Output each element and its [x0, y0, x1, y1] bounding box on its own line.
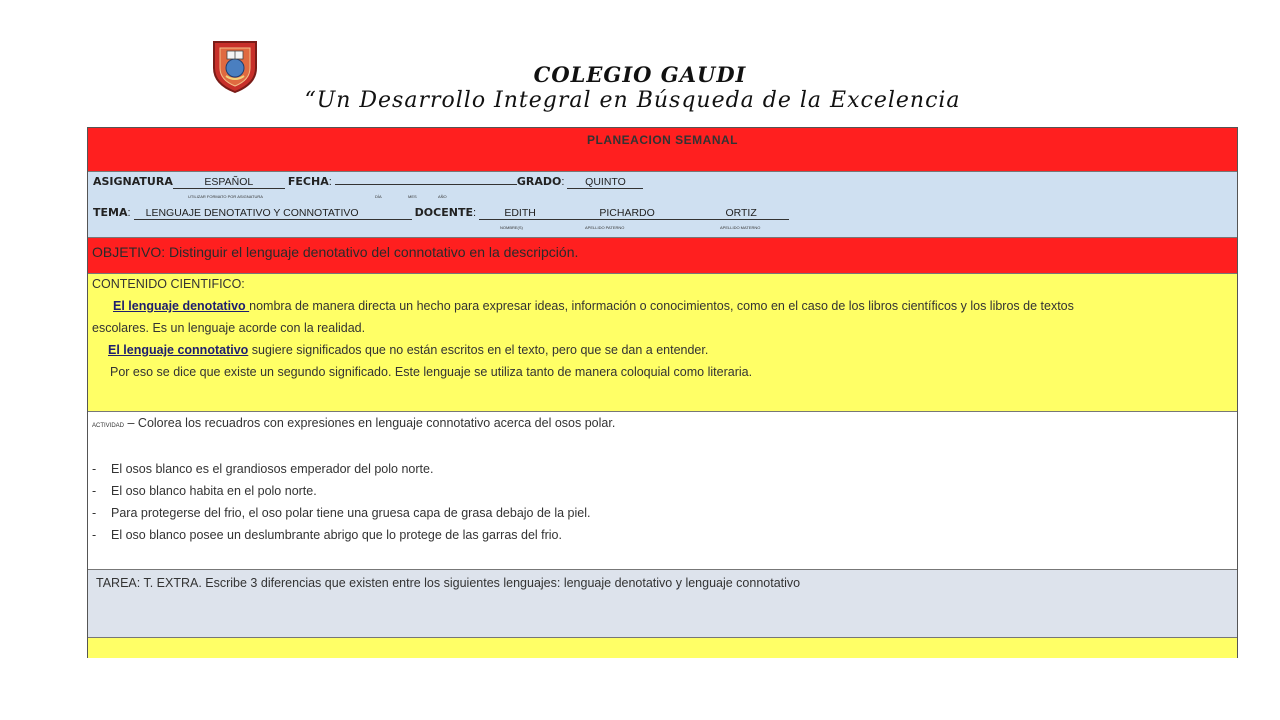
- tema-label: TEMA: [93, 206, 128, 219]
- hint-paterno: APELLIDO PATERNO: [585, 225, 625, 230]
- plan-title: PLANEACION SEMANAL: [586, 133, 738, 147]
- footer-row: [88, 638, 1237, 658]
- docente-paterno-field: PICHARDO: [561, 207, 693, 220]
- asignatura-field: ESPAÑOL: [173, 176, 285, 189]
- fecha-label: FECHA: [287, 175, 329, 188]
- list-item: - El oso blanco posee un deslumbrante abrigo que lo protege de las garras del frio.: [92, 528, 562, 542]
- activity-label: ACTIVIDAD: [92, 423, 125, 429]
- objective-row: [88, 238, 1237, 274]
- connotativo-paragraph: [108, 343, 708, 357]
- task-row: [88, 570, 1237, 638]
- denotativo-paragraph: [113, 299, 1074, 313]
- content-closing: Por eso se dice que existe un segundo significado. Este lenguaje se utiliza tanto de manera coloquial como literaria.: [110, 365, 753, 379]
- tema-line: TEMA: LENGUAJE DENOTATIVO Y CONNOTATIVO DOCENTE: EDITH PICHARDO ORTIZ: [93, 206, 789, 220]
- hint-mes: MES: [408, 194, 417, 199]
- asignatura-line: ASIGNATURA ESPAÑOL FECHA: GRADO: QUINTO: [93, 175, 643, 189]
- objective-text: OBJETIVO: Distinguir el lenguaje denotativo del connotativo en la descripción.: [92, 244, 579, 260]
- docente-label: DOCENTE: [414, 206, 473, 219]
- connotativo-text: sugiere significados que no están escritos en el texto, pero que se dan a entender.: [248, 343, 709, 357]
- plan-title-row: [88, 128, 1237, 172]
- school-motto: “Un Desarrollo Integral en Búsqueda de la Excelencia: [304, 88, 961, 113]
- content-heading: CONTENIDO CIENTIFICO:: [92, 277, 245, 291]
- grado-label: GRADO: [516, 175, 562, 188]
- hint-dia: DÍA: [375, 194, 382, 199]
- denotativo-text: nombra de manera directa un hecho para expresar ideas, información o conocimientos, como en el caso de los libros científicos y los libros de textos: [249, 299, 1074, 313]
- list-item: - El osos blanco es el grandiosos emperador del polo norte.: [92, 462, 434, 476]
- denotativo-text-continued: escolares. Es un lenguaje acorde con la realidad.: [92, 321, 366, 335]
- content-row: [88, 274, 1237, 412]
- asignatura-label: ASIGNATURA: [93, 175, 173, 188]
- task-text: TAREA: T. EXTRA. Escribe 3 diferencias que existen entre los siguientes lenguajes: lenguaje denotativo y lenguaje connotativo: [96, 576, 801, 590]
- tema-field: LENGUAJE DENOTATIVO Y CONNOTATIVO: [134, 207, 412, 220]
- docente-nombre-field: EDITH: [479, 207, 561, 220]
- fecha-field: [335, 184, 517, 185]
- plan-info-row: [88, 172, 1237, 238]
- activity-instruction-text: – Colorea los recuadros con expresiones en lenguaje connotativo acerca del osos polar.: [124, 416, 616, 430]
- hint-ano: AÑO: [438, 194, 447, 199]
- weekly-plan-sheet: [87, 127, 1238, 658]
- connotativo-term: El lenguaje connotativo: [108, 343, 249, 357]
- denotativo-term: El lenguaje denotativo: [113, 299, 250, 313]
- school-name: COLEGIO GAUDI: [533, 62, 747, 87]
- list-item: - Para protegerse del frio, el oso polar tiene una gruesa capa de grasa debajo de la piel.: [92, 506, 591, 520]
- hint-asignatura: UTILIZAR FORMATO POR ASIGNATURA: [188, 194, 263, 199]
- list-item: - El oso blanco habita en el polo norte.: [92, 484, 317, 498]
- grado-field: QUINTO: [567, 176, 643, 189]
- activity-instruction: [92, 416, 615, 430]
- hint-materno: APELLIDO MATERNO: [720, 225, 761, 230]
- activity-row: [88, 412, 1237, 570]
- docente-materno-field: ORTIZ: [693, 207, 789, 220]
- hint-nombre: NOMBRE(S): [500, 225, 523, 230]
